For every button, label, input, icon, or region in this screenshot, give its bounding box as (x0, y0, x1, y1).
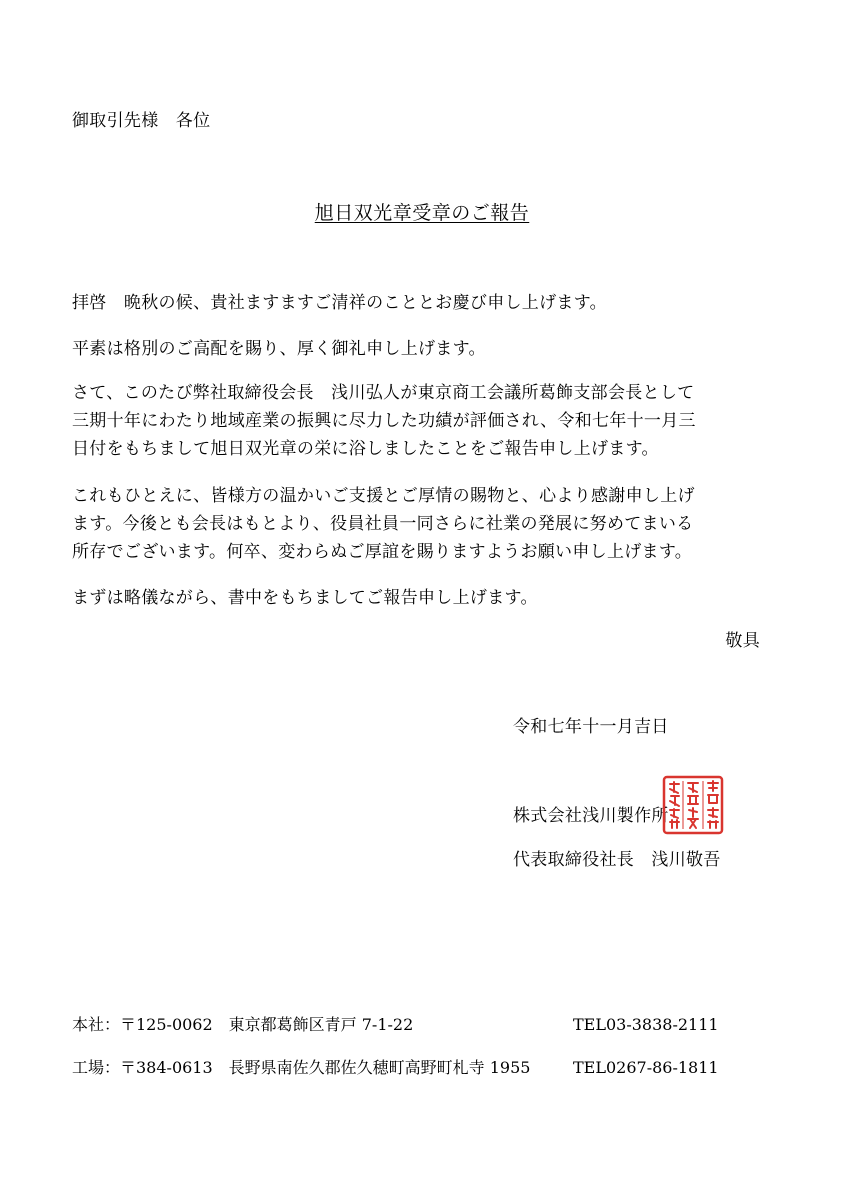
head-office-address: 本社：〒125-0062 東京都葛飾区青戸 7-1-22 (72, 1015, 414, 1034)
company-seal-icon (662, 775, 724, 835)
paragraph-3-line-3: 日付をもちまして旭日双光章の栄に浴しましたことをご報告申し上げます。 (72, 439, 659, 459)
paragraph-3-line-1: さて、このたび弊社取締役会長 浅川弘人が東京商工会議所葛飾支部会長として (72, 383, 695, 403)
representative-name: 代表取締役社長 浅川敬吾 (513, 850, 721, 870)
paragraph-4-line-3: 所存でございます。何卒、変わらぬご厚誼を賜りますようお願い申し上げます。 (72, 542, 693, 562)
closing-keigu: 敬具 (725, 631, 760, 651)
paragraph-2-line-1: 平素は格別のご高配を賜り、厚く御礼申し上げます。 (72, 339, 486, 359)
paragraph-1-line-1: 拝啓 晩秋の候、貴社ますますご清祥のこととお慶び申し上げます。 (72, 293, 607, 313)
document-title-text: 旭日双光章受章のご報告 (314, 202, 530, 224)
factory-tel: TEL0267-86-1811 (573, 1058, 719, 1077)
paragraph-4-line-2: ます。今後とも会長はもとより、役員社員一同さらに社業の発展に努めてまいる (72, 514, 694, 534)
paragraph-5-line-1: まずは略儀ながら、書中をもちましてご報告申し上げます。 (72, 588, 538, 608)
issue-date: 令和七年十一月吉日 (513, 717, 669, 737)
factory-address: 工場：〒384-0613 長野県南佐久郡佐久穂町高野町札寺 1955 (72, 1058, 531, 1077)
head-office-tel: TEL03-3838-2111 (573, 1015, 719, 1034)
paragraph-3-line-2: 三期十年にわたり地域産業の振興に尽力した功績が評価され、令和七年十一月三 (72, 411, 696, 431)
addressee: 御取引先様 各位 (72, 111, 211, 131)
company-name: 株式会社浅川製作所 (513, 806, 669, 826)
document-title (0, 202, 844, 224)
paragraph-4-line-1: これもひとえに、皆様方の温かいご支援とご厚情の賜物と、心より感謝申し上げ (72, 486, 695, 506)
